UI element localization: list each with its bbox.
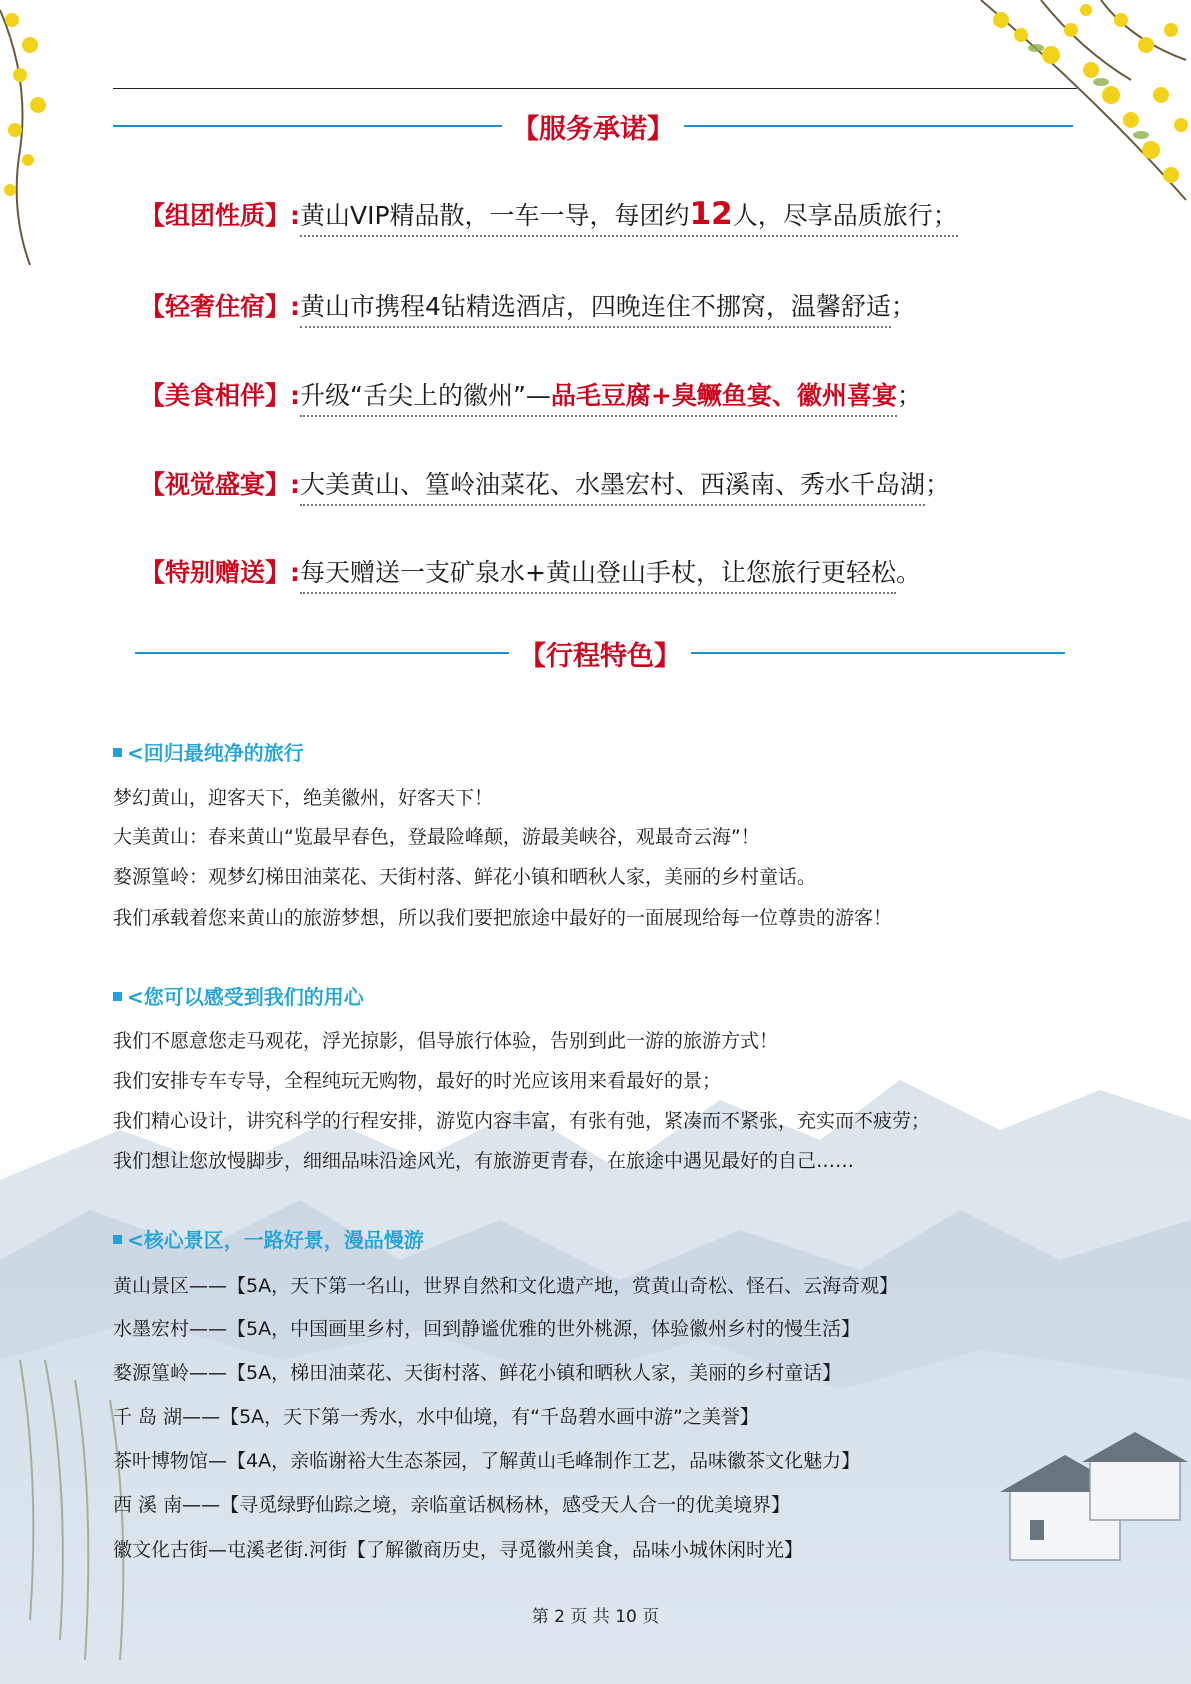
promise-content: 黄山市携程4钻精选酒店，四晚连住不挪窝，温馨舒适 — [300, 287, 891, 328]
feature-heading-pure-travel — [113, 737, 304, 766]
promise-content — [300, 376, 897, 417]
yellow-flowers-decoration-left — [0, 0, 80, 270]
square-bullet-icon — [113, 1235, 122, 1244]
features-title-text: 【行程特色】 — [519, 640, 681, 672]
paragraph-line: 我们安排专车专导，全程纯玩无购物，最好的时光应该用来看最好的景； — [113, 1070, 722, 1092]
scenic-line: 徽文化古街—屯溪老街.河街【了解徽商历史，寻觅徽州美食，品味小城休闲时光】 — [113, 1539, 804, 1561]
promise-label: 【组团性质】: — [140, 201, 300, 230]
title-line-left — [135, 652, 509, 654]
scenic-line: 千 岛 湖——【5A，天下第一秀水，水中仙境，有“千岛碧水画中游”之美誉】 — [113, 1406, 759, 1428]
promise-text: 黄山VIP精品散，一车一导，每团约 — [300, 201, 690, 230]
promise-text: 升级“舌尖上的徽州”— — [300, 381, 551, 410]
service-section-title — [113, 106, 1073, 146]
feature-heading-text: <核心景区，一路好景，漫品慢游 — [127, 1228, 424, 1252]
square-bullet-icon — [113, 992, 122, 1001]
paragraph-line: 大美黄山：春来黄山“览最早春色，登最险峰颠，游最美峡谷，观最奇云海”！ — [113, 826, 760, 848]
square-bullet-icon — [113, 748, 122, 757]
promise-label: 【视觉盛宴】: — [140, 470, 300, 499]
promise-tail: ； — [896, 381, 922, 410]
promise-label: 【美食相伴】: — [140, 381, 300, 410]
promise-tail: 。 — [895, 558, 921, 587]
paragraph-line: 婺源篁岭：观梦幻梯田油菜花、天街村落、鲜花小镇和晒秋人家，美丽的乡村童话。 — [113, 866, 817, 888]
paragraph-line: 我们想让您放慢脚步，细细品味沿途风光，有旅游更青春，在旅途中遇见最好的自己…… — [113, 1150, 855, 1172]
promise-tail: ； — [925, 470, 951, 499]
feature-heading-text: <回归最纯净的旅行 — [127, 741, 304, 765]
title-line-right — [691, 652, 1065, 654]
promise-group-nature — [140, 196, 1070, 240]
yellow-flowers-decoration — [961, 0, 1191, 210]
feature-heading-text: <您可以感受到我们的用心 — [127, 985, 364, 1009]
promise-content — [300, 196, 958, 237]
promise-gift — [140, 553, 1070, 597]
paragraph-line: 我们精心设计，讲究科学的行程安排，游览内容丰富，有张有弛，紧凑而不紧张，充实而不疲劳； — [113, 1110, 931, 1132]
title-line-left — [113, 125, 502, 127]
service-title-text: 【服务承诺】 — [512, 113, 674, 145]
paragraph-line: 我们承载着您来黄山的旅游梦想，所以我们要把旅途中最好的一面展现给每一位尊贵的游客！ — [113, 907, 893, 929]
header-rule — [113, 88, 1077, 89]
paragraph-line: 梦幻黄山，迎客天下，绝美徽州，好客天下！ — [113, 787, 494, 809]
feature-heading-our-care — [113, 981, 364, 1010]
scenic-line: 黄山景区——【5A，天下第一名山，世界自然和文化遗产地，赏黄山奇松、怪石、云海奇观】 — [113, 1275, 899, 1297]
features-section-title — [135, 633, 1065, 673]
feature-heading-core-scenic — [113, 1224, 424, 1253]
paragraph-line: 我们不愿意您走马观花，浮光掠影，倡导旅行体验，告别到此一游的旅游方式！ — [113, 1030, 779, 1052]
scenic-line: 西 溪 南——【寻觅绿野仙踪之境，亲临童话枫杨林，感受天人合一的优美境界】 — [113, 1494, 791, 1516]
promise-label: 【轻奢住宿】: — [140, 292, 300, 321]
promise-accommodation — [140, 287, 1070, 331]
promise-visual — [140, 465, 1070, 509]
page-number-footer: 第 2 页 共 10 页 — [531, 1607, 660, 1627]
promise-text-end: 人，尽享品质旅行； — [732, 201, 958, 230]
title-line-right — [684, 125, 1073, 127]
promise-label: 【特别赠送】: — [140, 558, 300, 587]
promise-food — [140, 376, 1070, 420]
promise-content: 每天赠送一支矿泉水+黄山登山手杖，让您旅行更轻松 — [300, 553, 896, 594]
promise-content: 大美黄山、篁岭油菜花、水墨宏村、西溪南、秀水千岛湖 — [300, 465, 925, 506]
group-size-number: 12 — [689, 196, 733, 232]
scenic-line: 婺源篁岭——【5A，梯田油菜花、天街村落、鲜花小镇和晒秋人家，美丽的乡村童话】 — [113, 1362, 842, 1384]
scenic-line: 水墨宏村——【5A，中国画里乡村，回到静谧优雅的世外桃源，体验徽州乡村的慢生活】 — [113, 1318, 861, 1340]
promise-highlight: 品毛豆腐+臭鳜鱼宴、徽州喜宴 — [550, 381, 897, 410]
promise-tail: ； — [890, 292, 916, 321]
scenic-line: 茶叶博物馆—【4A，亲临谢裕大生态茶园，了解黄山毛峰制作工艺，品味徽茶文化魅力】 — [113, 1450, 861, 1472]
